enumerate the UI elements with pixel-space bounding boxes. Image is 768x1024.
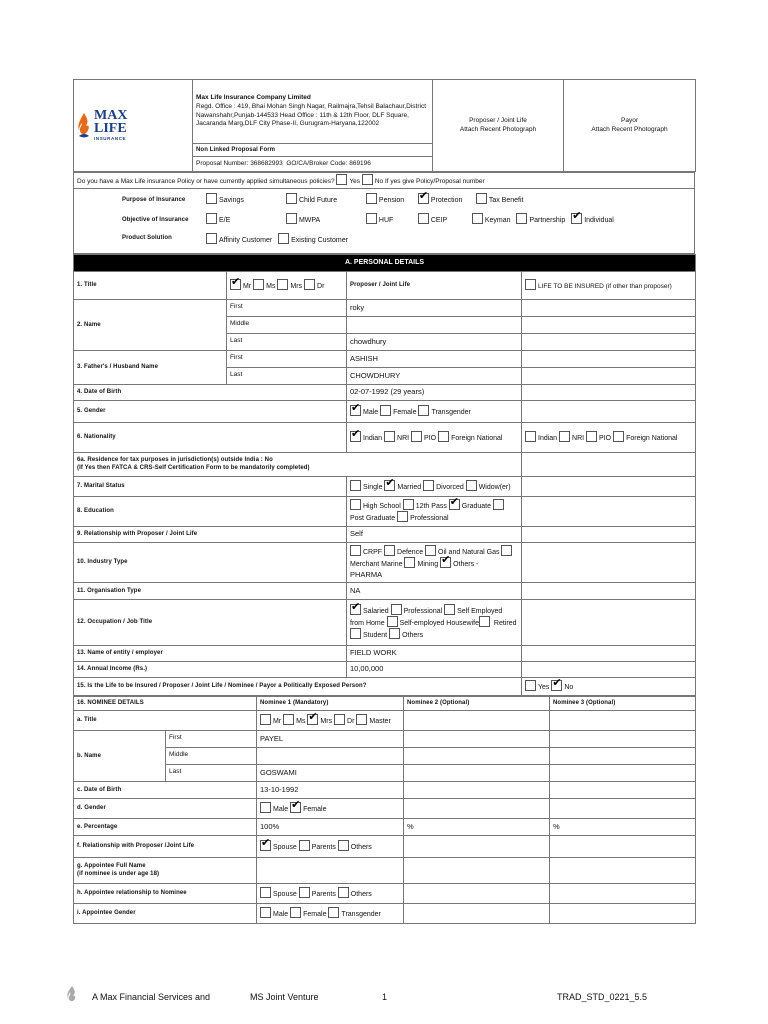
title-label: 1. Title (74, 271, 227, 299)
occ-student-checkbox[interactable] (350, 628, 361, 639)
nominee2-rel[interactable] (404, 835, 550, 857)
appointee-gender-transgender-checkbox[interactable] (328, 907, 339, 918)
residence-note: (If Yes then FATCA & CRS-Self Certification Form to be mandatorily completed) (77, 465, 310, 472)
life-name-first[interactable] (522, 299, 696, 316)
nominee-gender-male-checkbox[interactable] (260, 802, 271, 813)
marital-divorced-checkbox[interactable] (423, 480, 434, 491)
occ-housewife-label: Housewife (446, 620, 479, 628)
title-dr-checkbox[interactable] (304, 279, 315, 290)
nominee3-pct-value[interactable]: % (550, 818, 696, 835)
gender-transgender-label: Transgender (431, 409, 471, 417)
title-ms-label: Ms (266, 283, 276, 291)
form-name: Non Linked Proposal Form (193, 144, 433, 157)
father-last-value[interactable]: CHOWDHURY (347, 367, 522, 384)
form-header (73, 79, 696, 172)
nominee-title-master-label: Master (369, 718, 391, 726)
pep-options (522, 677, 696, 695)
nominee-last-label: Last (166, 764, 257, 781)
product-affinity-checkbox[interactable] (206, 233, 217, 244)
max-life-logo (77, 109, 189, 142)
nominee-rel-parents-checkbox[interactable] (299, 840, 310, 851)
objective-ee-checkbox[interactable] (206, 213, 217, 224)
nominee2-middle[interactable] (404, 747, 550, 764)
objective-ceip-checkbox[interactable] (418, 213, 429, 224)
appointee-gender-male-checkbox[interactable] (260, 907, 271, 918)
appointee2-name[interactable] (404, 857, 550, 883)
life-insured-label: LIFE TO BE INSURED (if other than proposer) (538, 282, 672, 290)
appointee-gender-female-checkbox[interactable] (290, 907, 301, 918)
life-to-be-insured-header (522, 271, 696, 299)
occ-student-label: Student (363, 632, 388, 640)
edu-professional-label: Professional (410, 515, 449, 523)
appointee-gender-transgender-label: Transgender (341, 911, 381, 919)
nominee-title-mrs-checkbox[interactable] (307, 714, 318, 725)
proposer-photo-text: Attach Recent Photograph (459, 125, 537, 133)
occ-self-employed-checkbox[interactable] (387, 616, 398, 627)
existing-policy-row (73, 172, 695, 189)
org-type-value[interactable]: NA (347, 582, 522, 599)
nominee-title-ms-checkbox[interactable] (283, 714, 294, 725)
pep-no-label: No (564, 684, 574, 692)
edu-graduate-checkbox[interactable] (449, 499, 460, 510)
life-name-middle[interactable] (522, 316, 696, 333)
footer-form-code: TRAD_STD_0221_5.5 (557, 992, 648, 1002)
nationality-foreign-label: Foreign National (451, 435, 503, 443)
title-ms-checkbox[interactable] (253, 279, 264, 290)
pep-yes-checkbox[interactable] (525, 680, 536, 691)
nominee-rel-others-label: Others (350, 844, 372, 852)
father-name-label: 3. Father's / Husband Name (74, 350, 227, 384)
industry-merchant-checkbox[interactable] (501, 545, 512, 556)
name-last-label: Last (227, 333, 347, 350)
gender-transgender-checkbox[interactable] (418, 405, 429, 416)
product-label: Product Solution (122, 234, 172, 241)
name-first-value[interactable]: roky (347, 299, 522, 316)
purpose-child-future-checkbox[interactable] (286, 193, 297, 204)
objective-individual-checkbox[interactable] (571, 213, 582, 224)
objective-mwpa-label: MWPA (298, 216, 321, 224)
nominee1-middle-value[interactable] (257, 747, 404, 764)
dob-label: 4. Date of Birth (74, 384, 347, 400)
objective-keyman-label: Keyman (484, 216, 511, 224)
section-a-title: A. PERSONAL DETAILS (74, 254, 696, 271)
edu-graduate-label: Graduate (461, 502, 491, 510)
industry-merchant-label: Merchant Marine (350, 561, 403, 569)
logo-text-insurance: INSURANCE (94, 135, 127, 141)
father-last-label: Last (227, 367, 347, 384)
nominee3-first[interactable] (550, 730, 696, 747)
nominee3-gender[interactable] (550, 798, 696, 818)
nominee-gender-female-label: Female (303, 806, 327, 814)
appointee-name-cell (74, 857, 257, 883)
occ-self-employed-home-checkbox[interactable] (444, 604, 455, 615)
appointee2-gender[interactable] (404, 903, 550, 923)
objective-individual-label: Individual (584, 216, 614, 224)
purpose-savings-label: Savings (219, 196, 244, 204)
product-options (206, 233, 352, 244)
education-options (347, 496, 522, 526)
appointee-rel-others-label: Others (350, 891, 372, 899)
footer-middle-text: MS Joint Venture (250, 992, 319, 1002)
nominee-title-mrs-label: Mrs (320, 718, 333, 726)
nominee3-last[interactable] (550, 764, 696, 781)
industry-options (347, 542, 522, 582)
appointee1-name[interactable] (257, 857, 404, 883)
appointee1-rel-options (257, 883, 404, 903)
objective-partnership-checkbox[interactable] (516, 213, 527, 224)
nominee3-middle[interactable] (550, 747, 696, 764)
purpose-pension-label: Pension (378, 196, 405, 204)
nominee1-header: Nominee 1 (Mandatory) (257, 696, 404, 710)
org-type-label: 11. Organisation Type (74, 582, 347, 599)
objective-mwpa-checkbox[interactable] (286, 213, 297, 224)
appointee-rel-others-checkbox[interactable] (338, 887, 349, 898)
life-father-last[interactable] (522, 367, 696, 384)
edu-12th-checkbox[interactable] (403, 499, 414, 510)
objective-options (206, 213, 618, 224)
nominee3-dob[interactable] (550, 781, 696, 798)
life-occupation[interactable] (522, 599, 696, 645)
marital-single-label: Single (363, 484, 383, 492)
existing-policy-question: Do you have a Max Life insurance Policy or have currently applied simultaneous policies? (77, 178, 335, 185)
life-relationship[interactable] (522, 526, 696, 542)
existing-policy-cell (74, 173, 695, 189)
occ-salaried-checkbox[interactable] (350, 604, 361, 615)
life-gender[interactable] (522, 400, 696, 422)
appointee-rel-parents-checkbox[interactable] (299, 887, 310, 898)
appointee-rel-spouse-checkbox[interactable] (260, 887, 271, 898)
logo-text-max: MAX (94, 108, 128, 124)
occ-others-label: Others (402, 632, 424, 640)
payor-photo-title: Payor (621, 116, 638, 124)
objective-huf-label: HUF (378, 216, 394, 224)
purpose-protection-checkbox[interactable] (418, 193, 429, 204)
nominee-gender-label: d. Gender (74, 798, 257, 818)
life-nationality-indian-checkbox[interactable] (525, 431, 536, 442)
name-middle-label: Middle (227, 316, 347, 333)
logo-text-life: LIFE (94, 121, 127, 137)
appointee3-rel[interactable] (550, 883, 696, 903)
occupation-label: 12. Occupation / Job Title (74, 599, 347, 645)
nominee2-header: Nominee 2 (Optional) (404, 696, 550, 710)
occ-self-employed-home-label: Self Employed from Home (350, 607, 503, 628)
purpose-savings-checkbox[interactable] (206, 193, 217, 204)
existing-policy-no-checkbox[interactable] (362, 174, 373, 185)
life-employer[interactable] (522, 645, 696, 661)
footer-page-number: 1 (382, 992, 388, 1002)
appointee-rel-parents-label: Parents (311, 891, 336, 899)
nominee-first-label: First (166, 730, 257, 747)
proposer-photo-box (433, 80, 564, 172)
nationality-pio-checkbox[interactable] (411, 431, 422, 442)
industry-mining-checkbox[interactable] (404, 557, 415, 568)
occ-professional-checkbox[interactable] (391, 604, 402, 615)
nominee-dob-label: c. Date of Birth (74, 781, 257, 798)
pep-yes-label: Yes (538, 684, 550, 692)
nominee2-title[interactable] (404, 710, 550, 730)
nominee2-dob[interactable] (404, 781, 550, 798)
industry-label: 10. Industry Type (74, 542, 347, 582)
payor-photo-text: Attach Recent Photograph (591, 125, 668, 133)
nominee-title-dr-label: Dr (347, 718, 355, 726)
objective-label: Objective of Insurance (122, 216, 189, 223)
industry-others-checkbox[interactable] (440, 557, 451, 568)
nationality-indian-checkbox[interactable] (350, 431, 361, 442)
insurance-purpose-block (73, 189, 695, 254)
nominee1-first-value[interactable]: PAYEL (257, 730, 404, 747)
footer-left-text: A Max Financial Services and (92, 992, 211, 1002)
life-nationality-nri-label: NRI (572, 435, 585, 443)
life-name-last[interactable] (522, 333, 696, 350)
gender-female-label: Female (393, 409, 417, 417)
dob-value[interactable]: 02-07-1992 (29 years) (347, 384, 522, 400)
nominee-header: 16. NOMINEE DETAILS (74, 696, 257, 710)
name-last-value[interactable]: chowdhury (347, 333, 522, 350)
personal-details-table (73, 254, 696, 696)
edu-professional-checkbox[interactable] (397, 511, 408, 522)
proposer-column-header: Proposer / Joint Life (347, 271, 522, 299)
edu-12th-label: 12th Pass (415, 502, 447, 510)
appointee-name-note: (if nominee is under age 18) (77, 871, 160, 878)
name-label: 2. Name (74, 299, 227, 350)
marital-options (347, 476, 522, 496)
edu-high-school-label: High School (363, 502, 401, 510)
life-residence[interactable] (522, 452, 696, 476)
existing-policy-no-label: No (374, 178, 384, 185)
appointee-gender-label: i. Appointee Gender (74, 903, 257, 923)
appointee3-gender[interactable] (550, 903, 696, 923)
life-industry[interactable] (522, 542, 696, 582)
payor-photo-box (564, 80, 696, 172)
nationality-nri-checkbox[interactable] (384, 431, 395, 442)
industry-mining-label: Mining (417, 561, 439, 569)
nominee2-last[interactable] (404, 764, 550, 781)
appointee-rel-label: h. Appointee relationship to Nominee (74, 883, 257, 903)
life-nationality-foreign-checkbox[interactable] (613, 431, 624, 442)
purpose-label: Purpose of Insurance (122, 196, 186, 203)
occ-professional-label: Professional (403, 607, 443, 615)
income-label: 14. Annual Income (Rs.) (74, 661, 347, 677)
title-options (227, 271, 347, 299)
edu-post-graduate-label: Post Graduate (350, 515, 396, 523)
company-address-cell (193, 80, 433, 144)
marital-married-checkbox[interactable] (384, 480, 395, 491)
purpose-tax-benefit-checkbox[interactable] (476, 193, 487, 204)
industry-crpf-checkbox[interactable] (350, 545, 361, 556)
income-value[interactable]: 10,00,000 (347, 661, 522, 677)
purpose-tax-benefit-label: Tax Benefit (488, 196, 524, 204)
life-father-first[interactable] (522, 350, 696, 367)
nominee1-pct-value[interactable]: 100% (257, 818, 404, 835)
nominee1-dob-value[interactable]: 13-10-1992 (257, 781, 404, 798)
education-label: 8. Education (74, 496, 347, 526)
product-affinity-label: Affinity Customer (219, 236, 273, 244)
name-first-label: First (227, 299, 347, 316)
nominee-title-ms-label: Ms (296, 718, 306, 726)
proposal-form-page (73, 79, 695, 924)
father-first-value[interactable]: ASHISH (347, 350, 522, 367)
gender-male-checkbox[interactable] (350, 405, 361, 416)
nominee-pct-label: e. Percentage (74, 818, 257, 835)
nominee2-first[interactable] (404, 730, 550, 747)
appointee3-name[interactable] (550, 857, 696, 883)
nominee-rel-label: f. Relationship with Proposer /Joint Life (74, 835, 257, 857)
regd-office: Regd. Office : 419, Bhai Mohan Singh Nagar, Railmajra,Tehsil Balachaur,District Nawanshahr,Punjab-144533 Head Office : 11th & 12th Floor, DLF Square, Jacaranda Marg,DLF City Phase-II, Gurugram-Haryana,122002 (196, 102, 427, 128)
occ-retired-label: Retired (493, 620, 517, 628)
occ-salaried-label: Salaried (363, 607, 389, 615)
residence-label: 6a. Residence for tax purposes in jurisdiction(s) outside India : No (77, 457, 273, 464)
footer-flame-icon (65, 985, 79, 1005)
appointee-rel-spouse-label: Spouse (273, 891, 297, 899)
purpose-options (206, 193, 527, 204)
occupation-options (347, 599, 522, 645)
nominee-gender-female-checkbox[interactable] (290, 802, 301, 813)
purpose-child-future-label: Child Future (298, 196, 338, 204)
edu-post-graduate-checkbox[interactable] (493, 499, 504, 510)
nominee-rel-spouse-checkbox[interactable] (260, 840, 271, 851)
father-first-label: First (227, 350, 347, 367)
appointee2-rel[interactable] (404, 883, 550, 903)
purpose-protection-label: Protection (430, 196, 463, 204)
occ-others-checkbox[interactable] (389, 628, 400, 639)
life-nationality-indian-label: Indian (538, 435, 558, 443)
life-nationality-pio-label: PIO (599, 435, 612, 443)
logo-cell (74, 80, 193, 172)
proposal-number-cell (193, 157, 433, 172)
pep-no-checkbox[interactable] (551, 680, 562, 691)
gender-male-label: Male (363, 409, 379, 417)
life-income[interactable] (522, 661, 696, 677)
objective-ee-label: E/E (219, 216, 231, 224)
life-marital[interactable] (522, 476, 696, 496)
marital-divorced-label: Divorced (436, 484, 464, 492)
life-nationality-nri-checkbox[interactable] (559, 431, 570, 442)
objective-ceip-label: CEIP (430, 216, 448, 224)
life-nationality-options (522, 422, 696, 452)
nominee-rel-parents-label: Parents (311, 844, 336, 852)
nationality-indian-label: Indian (363, 435, 383, 443)
objective-huf-checkbox[interactable] (366, 213, 377, 224)
edu-high-school-checkbox[interactable] (350, 499, 361, 510)
pep-label: 15. Is the Life to be Insured / Proposer / Joint Life / Nominee / Payor a Politically Exposed Person? (74, 677, 522, 695)
nominee3-rel[interactable] (550, 835, 696, 857)
nationality-options (347, 422, 522, 452)
nominee3-header: Nominee 3 (Optional) (550, 696, 696, 710)
occ-housewife-checkbox[interactable] (479, 616, 490, 627)
marital-widow-label: Widow(er) (478, 484, 511, 492)
existing-policy-yes-checkbox[interactable] (336, 174, 347, 185)
proposer-photo-title: Proposer / Joint Life (469, 116, 527, 124)
appointee-name-label: g. Appointee Full Name (77, 863, 146, 870)
nominee1-rel-options (257, 835, 404, 857)
nominee-title-dr-checkbox[interactable] (334, 714, 345, 725)
life-education[interactable] (522, 496, 696, 526)
employer-value[interactable]: FIELD WORK (347, 645, 522, 661)
nominee1-gender-options (257, 798, 404, 818)
nominee-name-label: b. Name (74, 730, 166, 781)
proposal-number: Proposal Number: 368682993 (196, 159, 283, 167)
nominee-title-label: a. Title (74, 710, 257, 730)
life-nationality-pio-checkbox[interactable] (586, 431, 597, 442)
relationship-value[interactable]: Self (347, 526, 522, 542)
nationality-label: 6. Nationality (74, 422, 347, 452)
industry-defence-checkbox[interactable] (384, 545, 395, 556)
industry-crpf-label: CRPF (363, 548, 383, 556)
industry-others-label: Others - (453, 561, 479, 569)
gender-options (347, 400, 522, 422)
life-dob[interactable] (522, 384, 696, 400)
nominee2-pct-value[interactable]: % (404, 818, 550, 835)
marital-widow-checkbox[interactable] (466, 480, 477, 491)
marital-single-checkbox[interactable] (350, 480, 361, 491)
appointee1-gender-options (257, 903, 404, 923)
life-org-type[interactable] (522, 582, 696, 599)
nominee-middle-label: Middle (166, 747, 257, 764)
life-insured-checkbox[interactable] (525, 279, 536, 290)
objective-partnership-label: Partnership (529, 216, 566, 224)
title-dr-label: Dr (317, 283, 325, 291)
existing-policy-note: If yes give Policy/Proposal number (384, 178, 485, 185)
title-mrs-checkbox[interactable] (277, 279, 288, 290)
industry-other-value[interactable]: PHARMA (350, 569, 383, 579)
nominee-title-mr-checkbox[interactable] (260, 714, 271, 725)
purpose-pension-checkbox[interactable] (366, 193, 377, 204)
title-mr-label: Mr (243, 283, 252, 291)
title-mrs-label: Mrs (290, 283, 303, 291)
name-middle-value[interactable] (347, 316, 522, 333)
nominee-rel-others-checkbox[interactable] (338, 840, 349, 851)
industry-defence-label: Defence (397, 548, 424, 556)
residence-cell (74, 452, 522, 476)
nationality-nri-label: NRI (397, 435, 410, 443)
title-mr-checkbox[interactable] (230, 279, 241, 290)
nominee-details-table (73, 696, 696, 924)
company-name: Max Life Insurance Company Limited (196, 93, 311, 101)
industry-oil-label: Oil and Natural Gas (438, 548, 500, 556)
product-existing-checkbox[interactable] (278, 233, 289, 244)
nominee-rel-spouse-label: Spouse (273, 844, 297, 852)
gender-female-checkbox[interactable] (380, 405, 391, 416)
objective-keyman-checkbox[interactable] (472, 213, 483, 224)
nationality-foreign-checkbox[interactable] (438, 431, 449, 442)
nominee1-last-value[interactable]: GOSWAMI (257, 764, 404, 781)
marital-label: 7. Marital Status (74, 476, 347, 496)
nominee2-gender[interactable] (404, 798, 550, 818)
nominee-title-mr-label: Mr (273, 718, 282, 726)
broker-code: GO/CA/Broker Code: 869196 (286, 159, 371, 167)
relationship-label: 9. Relationship with Proposer / Joint Life (74, 526, 347, 542)
appointee-gender-female-label: Female (303, 911, 327, 919)
nominee3-title[interactable] (550, 710, 696, 730)
industry-oil-checkbox[interactable] (425, 545, 436, 556)
marital-married-label: Married (397, 484, 422, 492)
employer-label: 13. Name of entity / employer (74, 645, 347, 661)
nationality-pio-label: PIO (424, 435, 437, 443)
life-nationality-foreign-label: Foreign National (626, 435, 678, 443)
existing-policy-yes-label: Yes (349, 178, 361, 185)
flame-logo-icon (77, 112, 91, 140)
page-footer (62, 988, 702, 1008)
gender-label: 5. Gender (74, 400, 347, 422)
nominee-gender-male-label: Male (273, 806, 289, 814)
product-existing-label: Existing Customer (291, 236, 348, 244)
nominee1-title-options (257, 710, 404, 730)
appointee-gender-male-label: Male (273, 911, 289, 919)
nominee-title-master-checkbox[interactable] (356, 714, 367, 725)
occ-self-employed-label: Self-employed (399, 620, 445, 628)
